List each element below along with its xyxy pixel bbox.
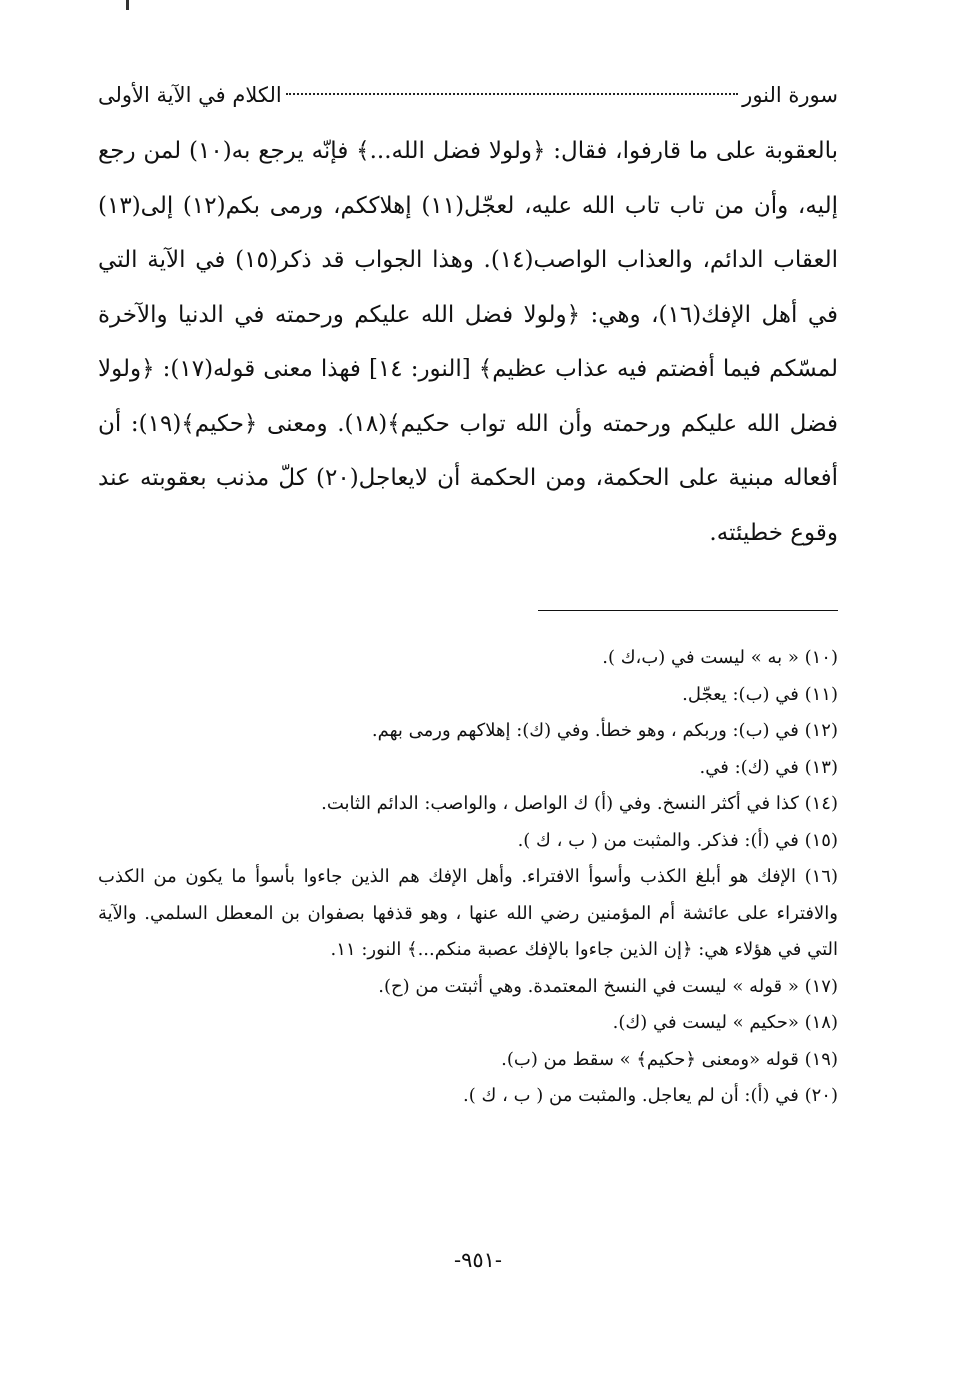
page-number: -٩٥١- [453, 1248, 503, 1272]
footnote-separator [538, 610, 838, 611]
footnote-20: (٢٠) في (أ): أن لم يعاجل. والمثبت من ( ب ، ك ). [463, 1085, 838, 1106]
scan-mark [126, 0, 129, 10]
footnote-19: (١٩) قوله «ومعنى ﴿حكيم﴾ » سقط من (ب). [501, 1048, 838, 1070]
footnotes-list [98, 640, 838, 1115]
footnote-13: (١٣) في (ك): في. [699, 756, 838, 778]
main-paragraph: بالعقوبة على ما قارفوا، فقال: ﴿ولولا فضل الله...﴾ فإنّه يرجع به(١٠) لمن رجع إليه، وأن من تاب تاب الله عليه، لعجّل(١١) إهلاككم، ورمى بكم(١٢) إلى(١٣) العقاب الدائم، والعذاب الواصب(١٤). وهذا الجواب قد ذكر(١٥) في الآية التي في أهل الإفك(١٦)، وهي: ﴿ولولا فضل الله عليكم ورحمته في الدنيا والآخرة لمسّكم فيما أفضتم فيه عذاب عظيم﴾ [النور: ١٤] فهذا معنى قوله(١٧): ﴿ولولا فضل الله عليكم ورحمته وأن الله تواب حكيم﴾(١٨). ومعنى ﴿حكيم﴾(١٩): أن أفعاله مبنية على الحكمة، ومن الحكمة أن لايعاجل(٢٠) كلّ مذنب بعقوبته عند وقوع خطيئته. [98, 138, 839, 546]
running-header [98, 78, 838, 112]
footnote-17: (١٧) « قوله » ليست في النسخ المعتمدة. وهي أثبتت من (ح). [378, 975, 838, 997]
footnote-16: (١٦) الإفك هو أبلغ الكذب وأسوأ الافتراء. وأهل الإفك هم الذين جاءوا بأسوأ ما يكون من الكذب والافتراء على عائشة أم المؤمنين رضي الله عنها ، وهو قذفها بصفوان بن المعطل السلمي. والآية التي في هؤلاء هي: ﴿إن الذين جاءوا بالإفك عصبة منكم...﴾ النور: ١١. [98, 866, 838, 960]
footnote-10: (١٠) « به » ليست في (ب،ك ). [602, 647, 838, 668]
footnote-15: (١٥) في (أ): فذكر. والمثبت من ( ب ، ك ). [517, 829, 838, 851]
header-leader-dots [286, 92, 738, 95]
footnote-18: (١٨) «حكيم » ليست في (ك). [612, 1012, 838, 1033]
footnote-12: (١٢) في (ب): وربكم ، وهو خطأ. وفي (ك): إهلاكهم ورمى بهم. [371, 720, 838, 741]
footnote-14: (١٤) كذا في أكثر النسخ. وفي (أ) ك الواصل ، والواصب: الدائم الثابت. [321, 793, 838, 814]
header-sura-name: سورة النور [742, 83, 838, 107]
main-text-block [98, 124, 838, 560]
footnote-11: (١١) في (ب): يعجّل. [682, 683, 838, 705]
header-topic: الكلام في الآية الأولى [98, 83, 282, 107]
